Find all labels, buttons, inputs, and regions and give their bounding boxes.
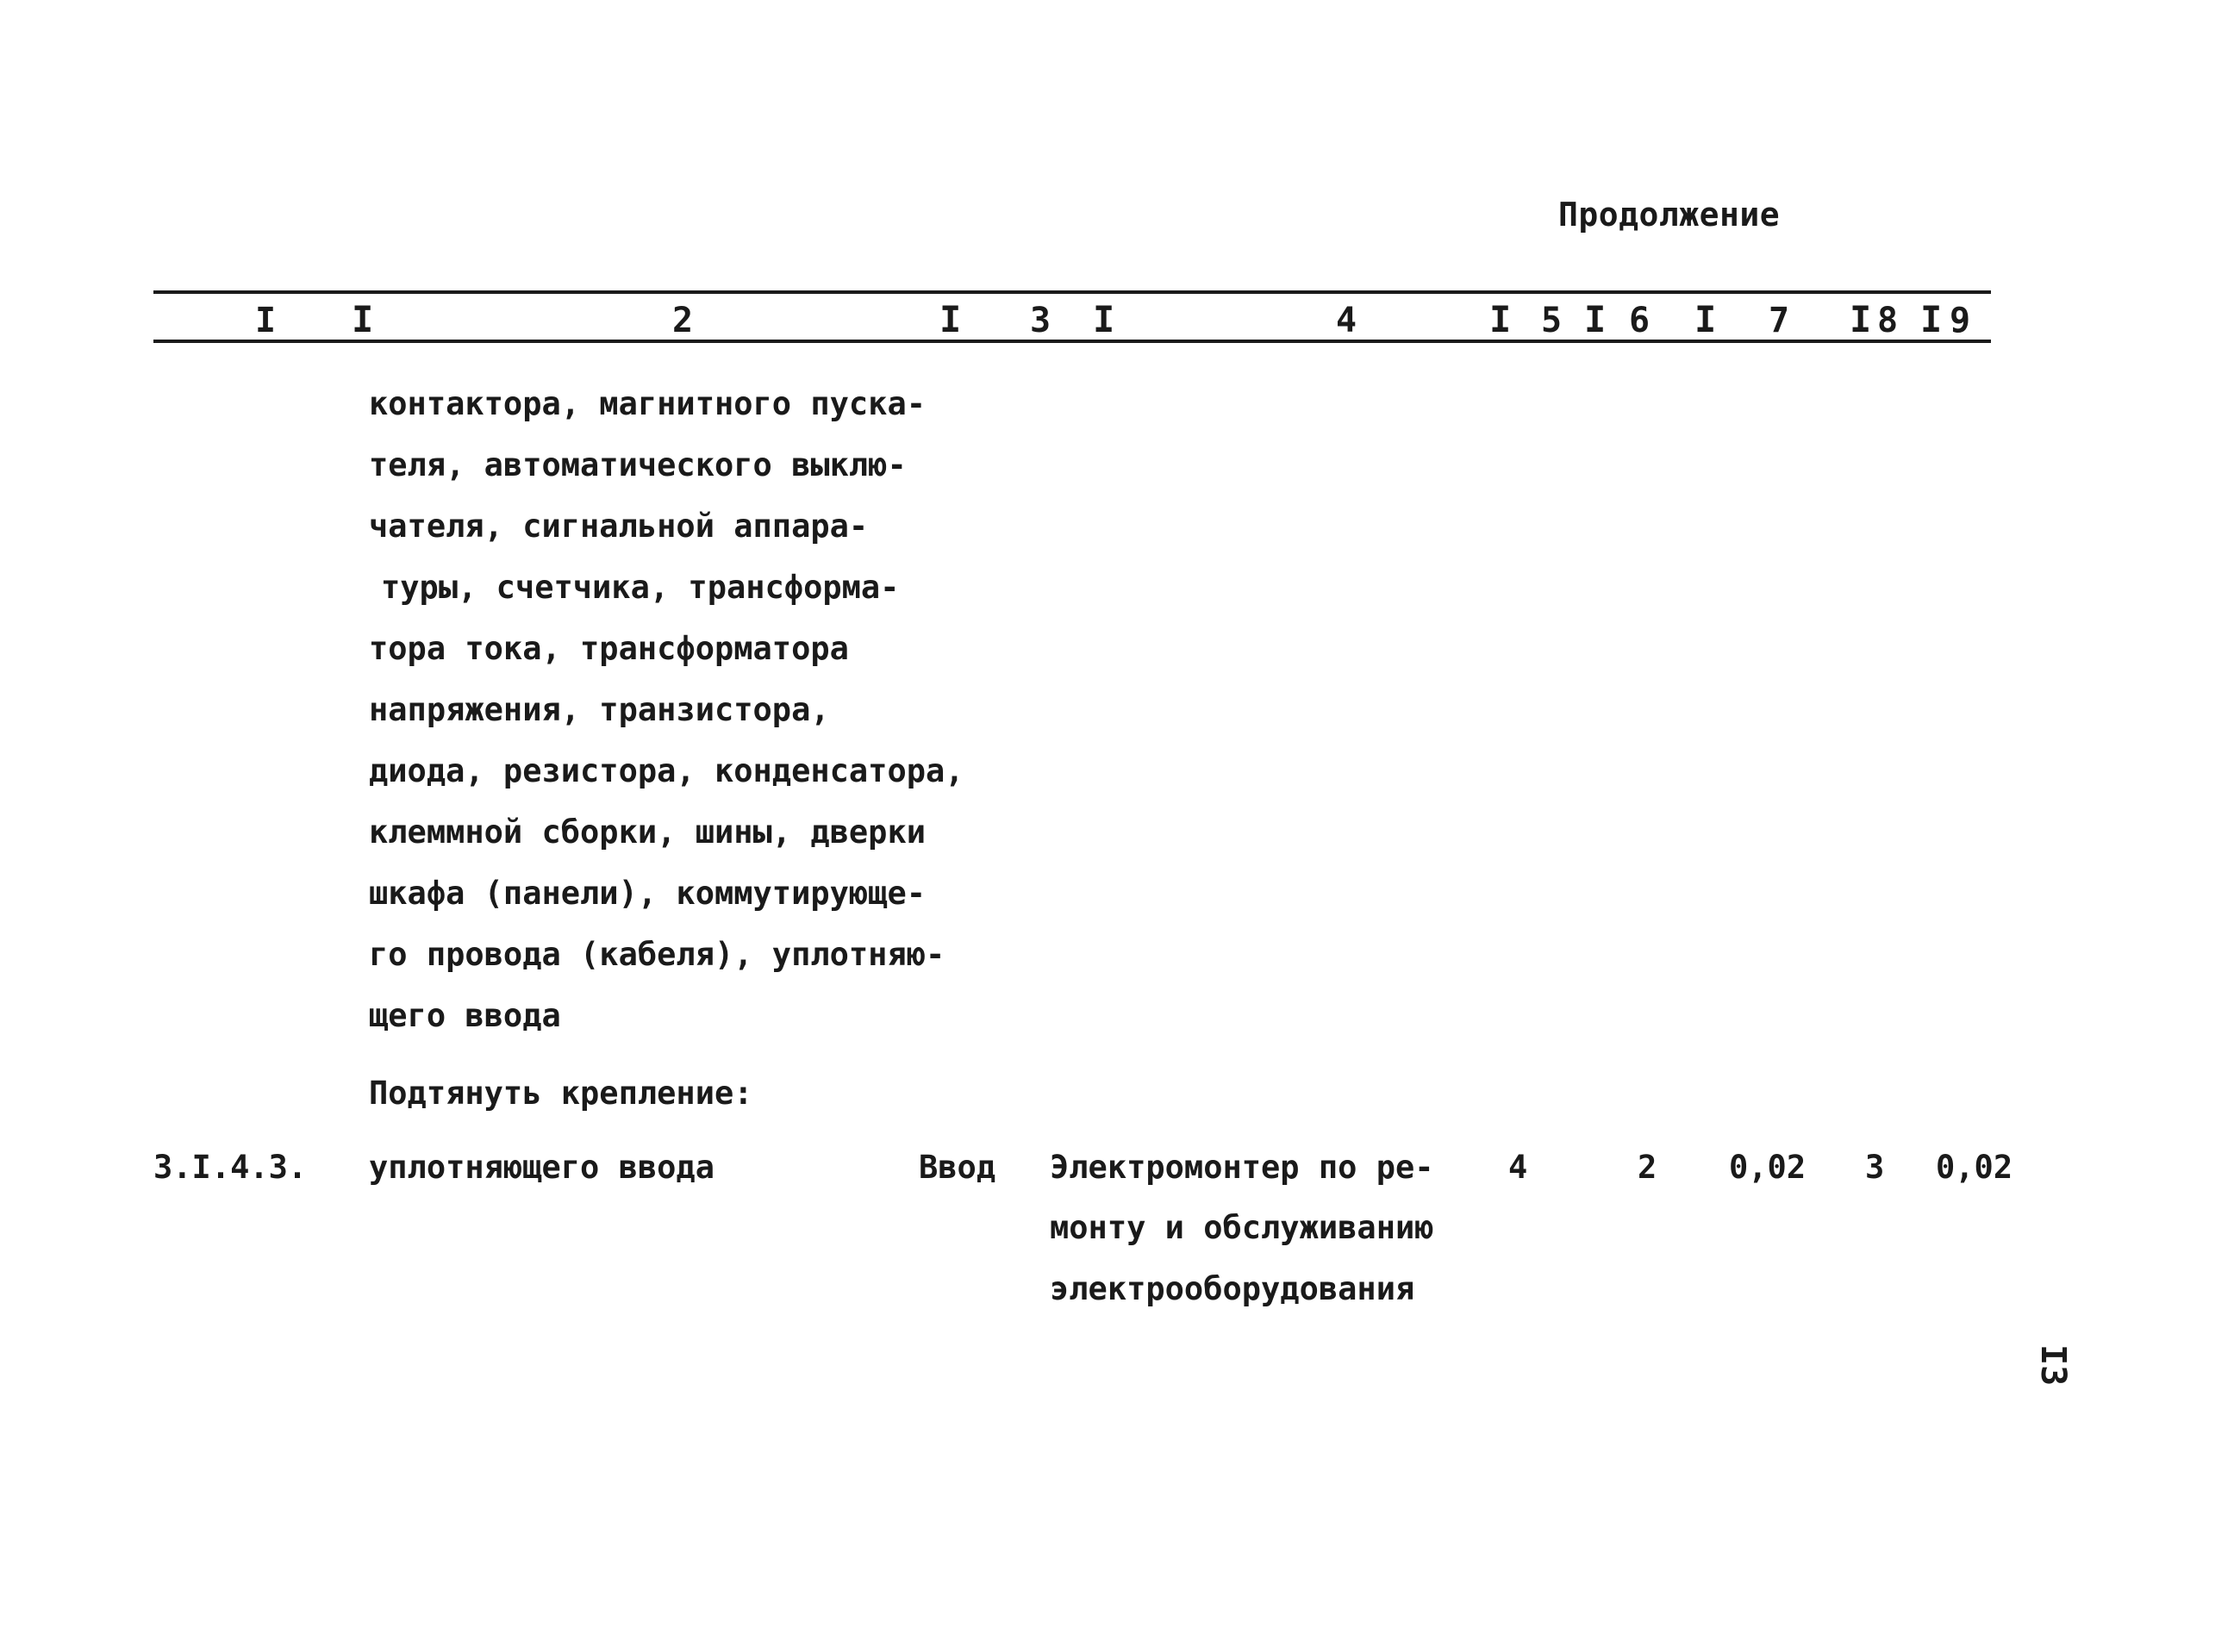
header-col-3: 3: [1030, 301, 1051, 340]
header-col-5: 5: [1541, 301, 1563, 340]
header-col-9: 9: [1950, 301, 1971, 340]
description-line: тора тока, трансформатора: [369, 630, 849, 667]
description-line: го провода (кабеля), уплотняю-: [369, 936, 945, 973]
header-separator: I: [1584, 298, 1607, 340]
header-col-2: 2: [672, 301, 694, 340]
header-separator: I: [1920, 298, 1943, 340]
description-line: теля, автоматического выклю-: [369, 446, 907, 483]
description-line: щего ввода: [369, 997, 561, 1034]
header-bottom-rule: [153, 340, 1991, 343]
row-number: 3.I.4.3.: [153, 1149, 308, 1186]
row-col8-value: 3: [1865, 1149, 1885, 1186]
header-separator: I: [1850, 298, 1872, 340]
description-line: диода, резистора, конденсатора,: [369, 752, 964, 789]
header-top-rule: [153, 290, 1991, 294]
page-number: I3: [2033, 1344, 2073, 1387]
row-worker-line: электрооборудования: [1050, 1270, 1415, 1307]
header-separator: I: [352, 298, 374, 340]
section-heading: Подтянуть крепление:: [369, 1075, 753, 1112]
header-col-7: 7: [1769, 301, 1790, 340]
header-separator: I: [1489, 298, 1512, 340]
header-col-8: 8: [1877, 301, 1899, 340]
row-description: уплотняющего ввода: [369, 1149, 715, 1186]
row-col6-value: 2: [1638, 1149, 1657, 1186]
header-separator: I: [939, 298, 962, 340]
row-unit: Ввод: [919, 1149, 996, 1186]
row-col5-value: 4: [1508, 1149, 1528, 1186]
description-line: клеммной сборки, шины, дверки: [369, 814, 927, 851]
header-separator: I: [1093, 298, 1115, 340]
description-line: контактора, магнитного пуска-: [369, 385, 927, 422]
header-col-6: 6: [1629, 301, 1651, 340]
header-separator: I: [1694, 298, 1717, 340]
row-worker-line: Электромонтер по ре-: [1050, 1149, 1434, 1186]
header-col-1: I: [255, 301, 277, 340]
description-line: чателя, сигнальной аппара-: [369, 508, 869, 545]
header-col-4: 4: [1336, 301, 1357, 340]
description-line: шкафа (панели), коммутирующе-: [369, 875, 927, 912]
description-line: напряжения, транзистора,: [369, 691, 830, 728]
row-worker-line: монту и обслуживанию: [1050, 1209, 1434, 1246]
continuation-label: Продолжение: [1558, 196, 1781, 234]
row-col9-value: 0,02: [1936, 1149, 2013, 1186]
row-col7-value: 0,02: [1729, 1149, 1807, 1186]
description-line: туры, счетчика, трансформа-: [381, 569, 900, 606]
